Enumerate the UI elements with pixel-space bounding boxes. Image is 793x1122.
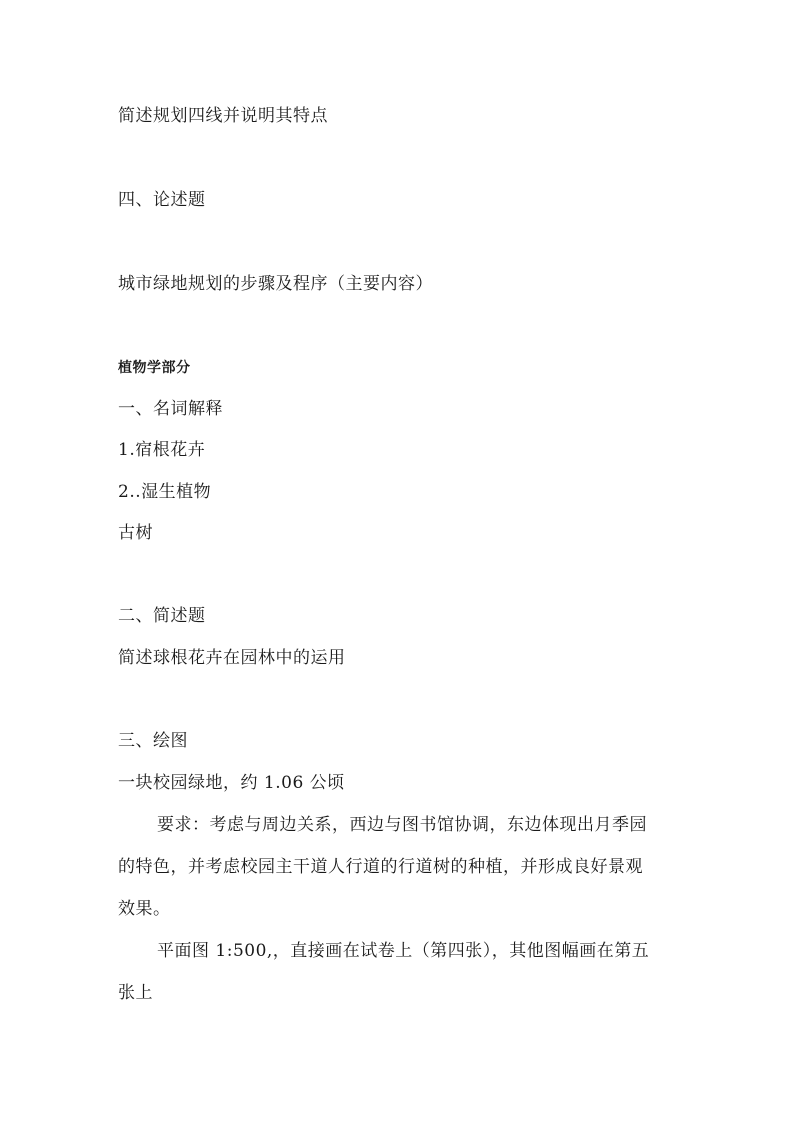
part-heading: 植物学部分 — [118, 360, 191, 376]
requirement-text: 要求：考虑与周边关系，西边与图书馆协调，东边体现出月季园 — [157, 815, 647, 835]
term-item: 2..湿生植物 — [118, 482, 212, 502]
instruction-text: 平面图 1:500,，直接画在试卷上（第四张），其他图幅画在第五 — [157, 941, 650, 961]
section-heading: 三、绘图 — [118, 731, 188, 751]
question-text: 简述规划四线并说明其特点 — [118, 106, 328, 126]
section-heading: 一、名词解释 — [118, 399, 223, 419]
requirement-text: 的特色，并考虑校园主干道人行道的行道树的种植，并形成良好景观 — [118, 857, 643, 877]
instruction-text: 张上 — [118, 983, 153, 1003]
section-heading: 四、论述题 — [118, 190, 206, 210]
term-item: 1.宿根花卉 — [118, 440, 206, 460]
question-text: 简述球根花卉在园林中的运用 — [118, 648, 346, 668]
term-item: 古树 — [118, 523, 153, 543]
drawing-task-text: 一块校园绿地，约 1.06 公顷 — [118, 773, 345, 793]
requirement-text: 效果。 — [118, 899, 171, 919]
section-heading: 二、简述题 — [118, 606, 206, 626]
question-text: 城市绿地规划的步骤及程序（主要内容） — [118, 274, 433, 294]
